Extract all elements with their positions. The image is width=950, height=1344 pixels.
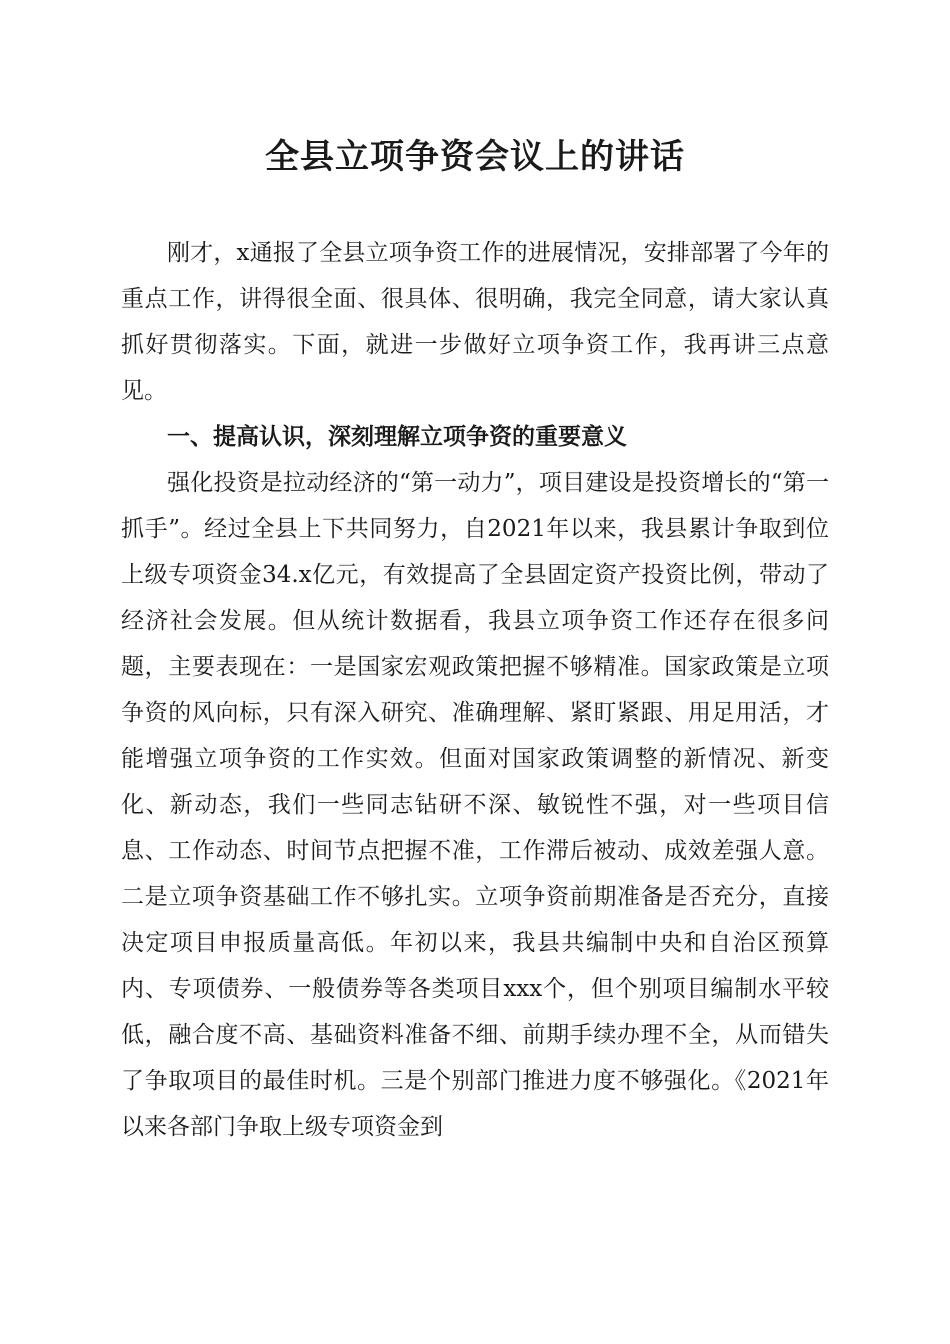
- intro-paragraph: 刚才，x通报了全县立项争资工作的进展情况，安排部署了今年的重点工作，讲得很全面、很具体、很明确，我完全同意，请大家认真抓好贯彻落实。下面，就进一步做好立项争资工作，我再讲三点意见。: [121, 240, 829, 404]
- section-paragraph: 强化投资是拉动经济的“第一动力”，项目建设是投资增长的“第一抓手”。经过全县上下共同努力，自2021年以来，我县累计争取到位上级专项资金34.x亿元，有效提高了全县固定资产投资比例，带动了经济社会发展。但从统计数据看，我县立项争资工作还存在很多问题，主要表现在：一是国家宏观政策把握不够精准。国家政策是立项争资的风向标，只有深入研究、准确理解、紧盯紧跟、用足用活，才能增强立项争资的工作实效。但面对国家政策调整的新情况、新变化、新动态，我们一些同志钻研不深、敏锐性不强，对一些项目信息、工作动态、时间节点把握不准，工作滞后被动、成效差强人意。二是立项争资基础工作不够扎实。立项争资前期准备是否充分，直接决定项目申报质量高低。年初以来，我县共编制中央和自治区预算内、专项债券、一般债券等各类项目xxx个，但个别项目编制水平较低，融合度不高、基础资料准备不细、前期手续办理不全，从而错失了争取项目的最佳时机。三是个别部门推进力度不够强化。《2021年以来各部门争取上级专项资金到: [121, 470, 829, 1140]
- document-title: 全县立项争资会议上的讲话: [265, 137, 685, 177]
- document-body: [121, 230, 829, 1150]
- section-heading: 一、提高认识，深刻理解立项争资的重要意义: [167, 423, 627, 450]
